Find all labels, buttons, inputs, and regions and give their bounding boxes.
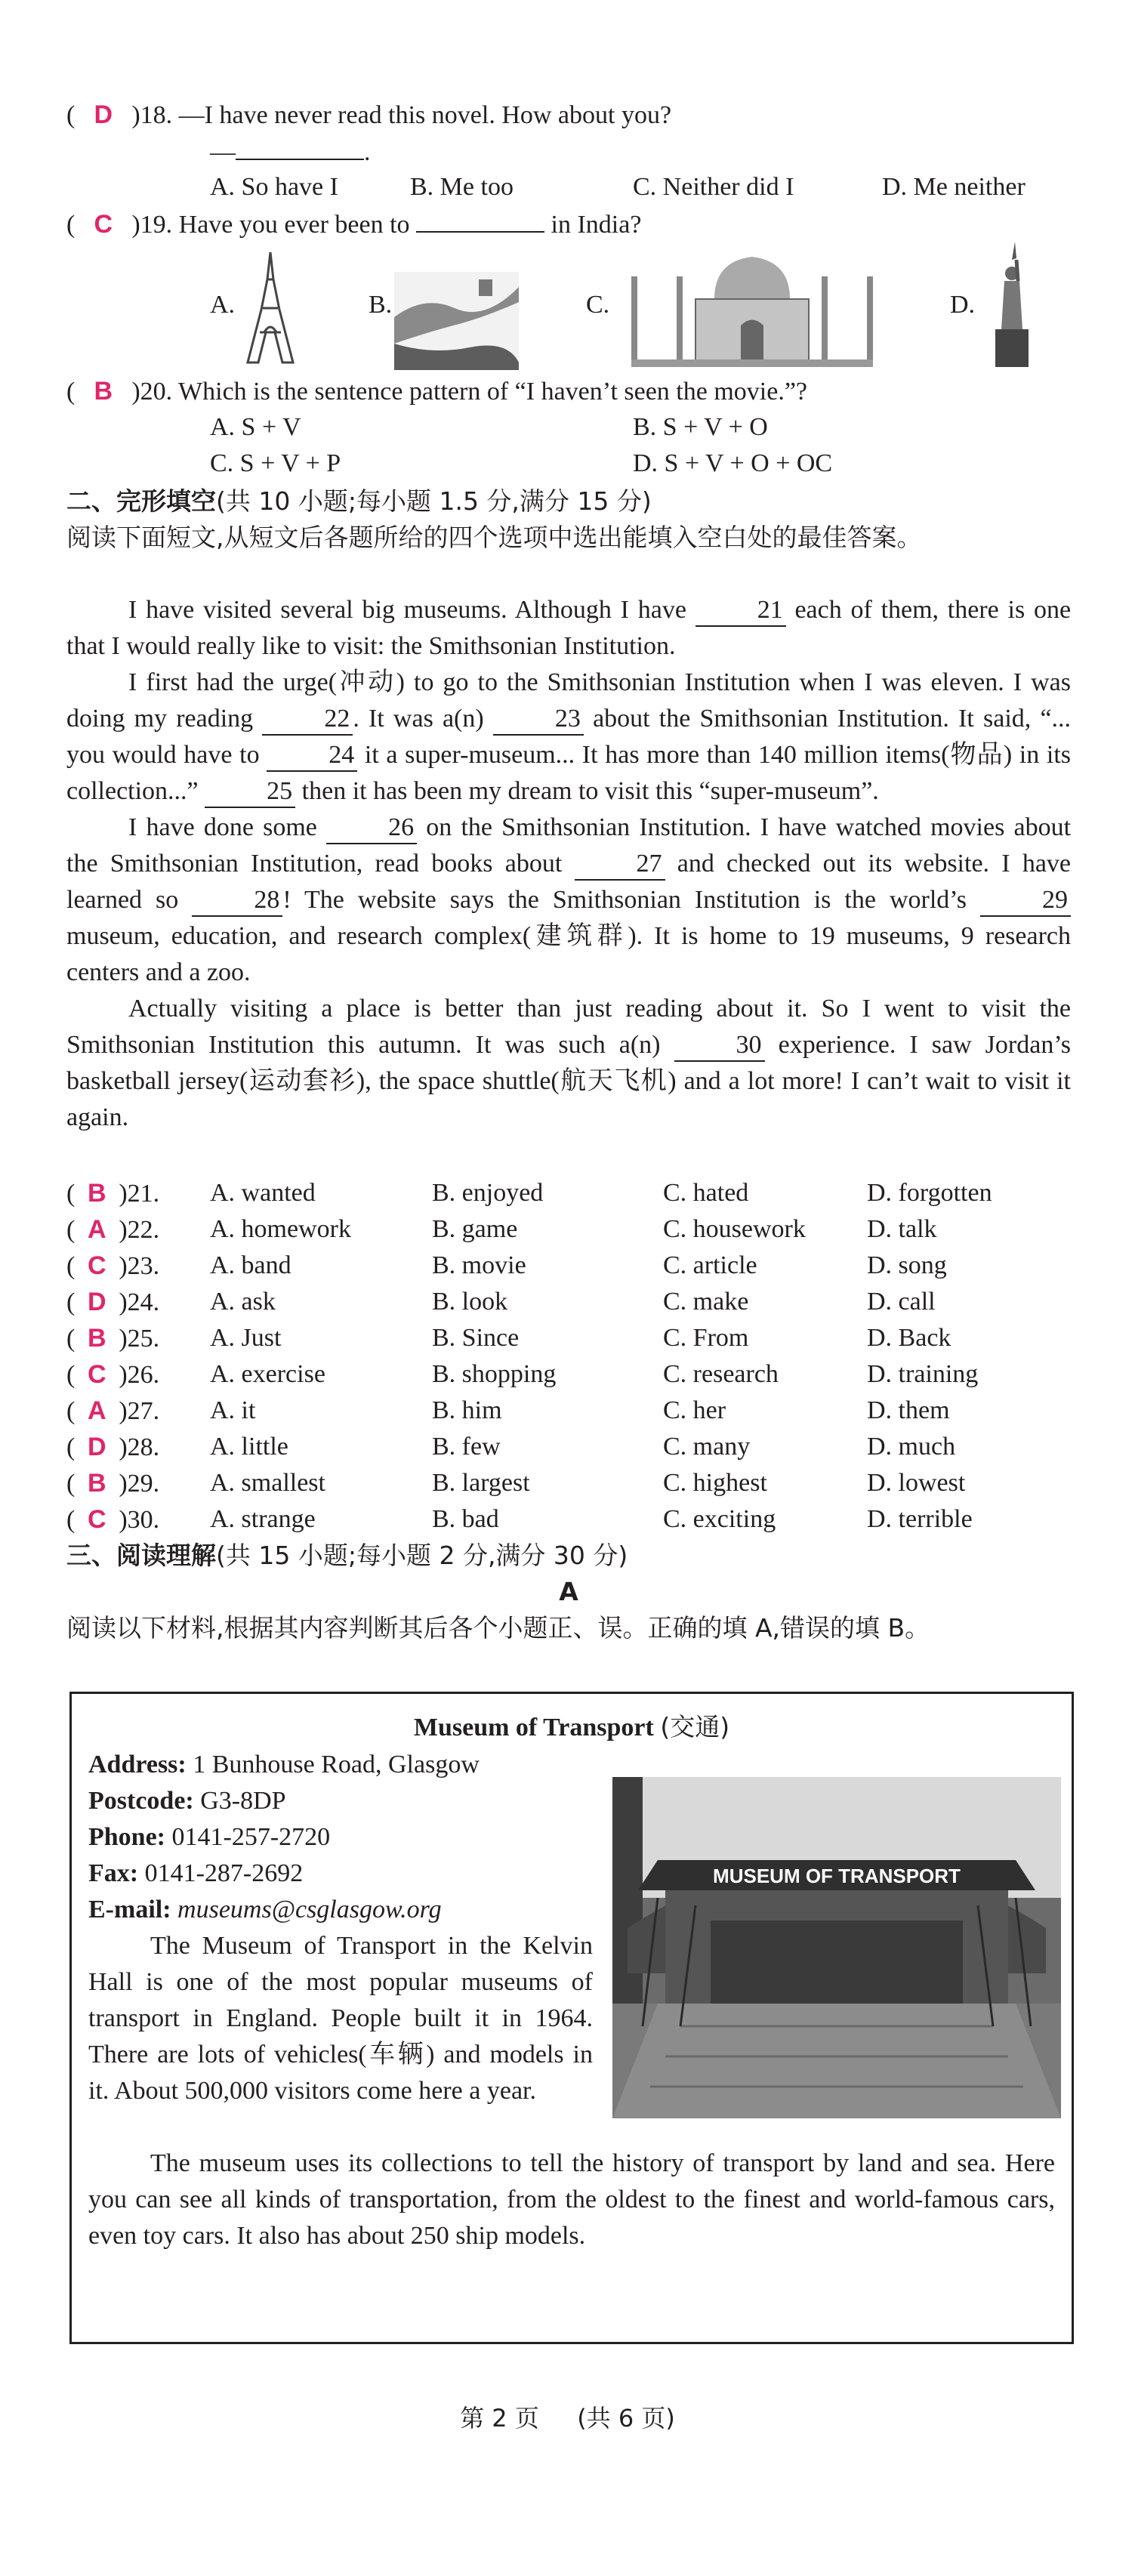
question-number: 19. [140,211,173,239]
cloze-question-row: ( C )23. A. band B. movie C. article D. song [66,1248,1071,1284]
options-row [66,169,1071,205]
blank-26: 26 [326,813,417,844]
option-a: A. S + V [210,413,301,441]
option-d: D. training [867,1360,979,1388]
museum-sign-text: MUSEUM OF TRANSPORT [713,1865,961,1887]
blank-25: 25 [205,776,295,808]
cloze-question-row: ( A )27. A. it B. him C. her D. them [66,1393,1071,1429]
part-label: A [559,1577,578,1606]
email-label: E-mail: [88,1896,171,1924]
section-instruction: 阅读下面短文,从短文后各题所给的四个选项中选出能填入空白处的最佳答案。 [66,523,922,552]
fax-label: Fax: [88,1859,139,1887]
option-a: A. little [210,1433,288,1461]
option-a: A. [210,291,236,319]
question-number: 18. [140,101,173,129]
page-total: (共 6 页) [577,2404,675,2433]
museum-details [88,1747,602,1928]
question-20: ( B )20. Which is the sentence pattern of “I haven’t seen the movie.”? A. S + V B. S + V + O C. S + V + P D. S + V + O + OC [66,373,1071,482]
option-c: C. many [663,1433,751,1461]
cloze-question-row: ( C )30. A. strange B. bad C. exciting D. terrible [66,1501,1071,1538]
question-number: 21. [127,1180,160,1208]
question-stem-end: in India? [551,211,642,239]
answer-blank [416,205,544,233]
section-instruction: 阅读以下材料,根据其内容判断其后各个小题正、误。正确的填 A,错误的填 B。 [66,1613,930,1643]
option-d: D. [950,291,976,319]
cloze-answer: D [88,1433,106,1461]
blank-28: 28 [192,885,282,917]
option-a: A. Just [210,1324,282,1352]
answer-paren-open: ( [66,101,76,129]
section-note: (共 15 小题;每小题 2 分,满分 30 分) [216,1541,628,1570]
cloze-answer: C [88,1251,106,1280]
page-footer [0,2400,1135,2436]
option-a: A. So have I [210,173,338,201]
options-row-1 [66,409,1071,446]
option-d: D. Me neither [882,173,1026,201]
option-a: A. band [210,1251,291,1279]
cloze-question-row: ( D )28. A. little B. few C. many D. much [66,1429,1071,1465]
question-number: 28. [127,1433,160,1461]
cloze-answer: B [88,1324,106,1353]
question-stem: Have you ever been to [178,211,410,239]
blank-27: 27 [575,849,665,881]
question-number: 20. [140,378,173,406]
option-b: B. S + V + O [633,413,768,441]
museum-photo [612,1777,1061,2118]
blank-23: 23 [493,704,584,736]
option-b: B. Since [432,1324,520,1352]
cloze-question-row: ( B )25. A. Just B. Since C. From D. Back [66,1320,1071,1356]
museum-title-line [72,1709,1072,1746]
option-c: C. exciting [663,1505,776,1533]
museum-info-box [69,1692,1074,2344]
option-a: A. strange [210,1505,316,1533]
answer-18: D [94,100,113,129]
option-c: C. housework [663,1215,806,1243]
blank-22: 22 [262,704,353,736]
option-a: A. ask [210,1288,276,1316]
answer-blank [236,133,364,160]
option-d: D. terrible [867,1505,973,1533]
question-number: 29. [127,1470,160,1498]
option-d: D. Back [867,1324,951,1352]
option-c: C. make [663,1288,749,1316]
option-b: B. bad [432,1505,499,1533]
cloze-answer: C [88,1505,106,1534]
postcode-value: G3-8DP [200,1787,286,1815]
question-stem: —I have never read this novel. How about you? [178,101,672,129]
option-c: C. article [663,1251,757,1279]
question-number: 23. [127,1252,160,1280]
option-d: D. call [867,1288,936,1316]
question-number: 30. [127,1506,160,1534]
answer-paren-close: ) [131,101,140,129]
cloze-answer: D [88,1288,106,1316]
option-b: B. shopping [432,1360,557,1388]
question-number: 25. [127,1325,160,1353]
section-heading: 二、完形填空 [66,486,216,516]
option-c: C. From [663,1324,749,1352]
page-number: 第 2 页 [460,2404,539,2433]
option-a: A. it [210,1396,256,1424]
option-d: D. talk [867,1215,937,1243]
address-label: Address: [88,1751,187,1779]
question-number: 24. [127,1288,160,1316]
museum-title: Museum of Transport [413,1714,654,1741]
eiffel-tower-icon [240,249,301,370]
option-b: B. movie [432,1251,526,1279]
option-a: A. wanted [210,1179,316,1207]
cloze-answer: B [88,1469,106,1498]
cloze-answer: C [88,1360,106,1389]
option-d: D. lowest [867,1469,966,1497]
answer-19: C [94,210,113,239]
museum-title-cn: (交通) [660,1712,730,1741]
cloze-question-row: ( D )24. A. ask B. look C. make D. call [66,1284,1071,1320]
option-a: A. homework [210,1215,351,1243]
statue-of-liberty-icon [989,240,1035,369]
option-b: B. game [432,1215,518,1243]
cloze-question-row: ( B )29. A. smallest B. largest C. highest D. lowest [66,1465,1071,1501]
option-b: B. largest [432,1469,530,1497]
answer-20: B [94,377,113,406]
address-value: 1 Bunhouse Road, Glasgow [193,1751,480,1779]
cloze-answer: A [88,1396,106,1425]
cloze-answer: A [88,1215,106,1244]
options-row-2 [66,446,1071,482]
blank-24: 24 [267,740,357,772]
blank-29: 29 [980,885,1071,917]
blank-21: 21 [695,595,786,627]
paragraph-3: I have done some 26 on the Smithsonian Institution. I have watched movies about the Smithsonian Institution, read books about 27 and checked out its website. I have learned so 28 ! The website says the Smithsonian Institution is the world’s 29 museum, education, and research complex(建筑群). It is home to 19 museums, 9 research centers and a zoo. [66,813,1072,986]
option-b: B. look [432,1288,508,1316]
cloze-answer: B [88,1179,106,1208]
cloze-question-row: ( B )21. A. wanted B. enjoyed C. hated D. forgotten [66,1175,1071,1211]
option-d: D. them [867,1396,950,1424]
option-d: D. S + V + O + OC [633,449,833,477]
section-heading: 三、阅读理解 [66,1541,216,1570]
section-2-header [66,483,1071,556]
option-b: B. Me too [410,173,514,201]
paragraph-1: I have visited several big museums. Although I have 21 each of them, there is one that I would really like to visit: the Smithsonian Institution. [66,596,1072,660]
question-number: 22. [127,1216,160,1244]
phone-value: 0141-257-2720 [171,1823,331,1851]
option-c: C. S + V + P [210,449,341,477]
option-d: D. song [867,1251,947,1279]
museum-paragraph-1: The Museum of Transport in the Kelvin Hall is one of the most popular museums of transport in England. People built it in 1964. There are lots of vehicles(车辆) and models in it. About 500,000 visitors come here a year. [88,1932,593,2105]
option-a: A. exercise [210,1360,325,1388]
cloze-passage [66,592,1071,1136]
option-b: B. [369,291,393,319]
question-18: ( D )18. —I have never read this novel. How about you? — . A. So have I B. Me too C. Neither did I D. Me neither [66,97,1071,205]
reply-dash: — [210,138,236,166]
blank-30: 30 [674,1030,765,1062]
museum-paragraph-2: The museum uses its collections to tell the history of transport by land and sea. Here you can see all kinds of transportation, from the oldest to the finest and world-famous cars, even toy cars. It also has about 250 ship models. [88,2149,1055,2250]
option-d: D. forgotten [867,1179,992,1207]
postcode-label: Postcode: [88,1787,194,1815]
taj-mahal-icon [631,254,873,367]
option-c: C. her [663,1396,726,1424]
option-c: C. [586,291,610,319]
fax-value: 0141-287-2692 [144,1859,304,1887]
option-c: C. hated [663,1179,749,1207]
section-note: (共 10 小题;每小题 1.5 分,满分 15 分) [216,486,652,516]
question-number: 26. [127,1361,160,1389]
great-wall-icon [394,272,519,370]
paragraph-2: I first had the urge(冲动) to go to the Smithsonian Institution when I was eleven. I was doing my reading 22 . It was a(n) 23 about the Smithsonian Institution. It said, “... you would have to 24 it a super-museum... It has more than 140 million items(物品) in its collection...” 25 then it has been my dream to visit this “super-museum”. [66,665,1071,810]
question-stem: Which is the sentence pattern of “I haven’t seen the movie.”? [178,378,808,406]
section-3-header [66,1538,1071,1646]
option-d: D. much [867,1433,956,1461]
option-c: C. research [663,1360,779,1388]
email-value: museums@csglasgow.org [177,1896,442,1924]
paragraph-4: Actually visiting a place is better than just reading about it. So I went to visit the Smithsonian Institution this autumn. It was such a(n) 30 experience. I saw Jordan’s basketball jersey(运动套衫), the space shuttle(航天飞机) and a lot more! I can’t wait to visit it again. [66,995,1072,1131]
option-a: A. smallest [210,1469,325,1497]
question-number: 27. [127,1397,160,1425]
phone-label: Phone: [88,1823,165,1851]
cloze-question-row: ( C )26. A. exercise B. shopping C. research D. training [66,1356,1071,1393]
option-b: B. enjoyed [432,1179,544,1207]
option-b: B. him [432,1396,502,1424]
option-c: C. highest [663,1469,767,1497]
cloze-question-row: ( A )22. A. homework B. game C. housework D. talk [66,1211,1071,1248]
cloze-questions [66,1175,1071,1538]
option-c: C. Neither did I [633,173,794,201]
question-19: ( C )19. Have you ever been to in India? [66,205,1071,242]
option-b: B. few [432,1433,501,1461]
